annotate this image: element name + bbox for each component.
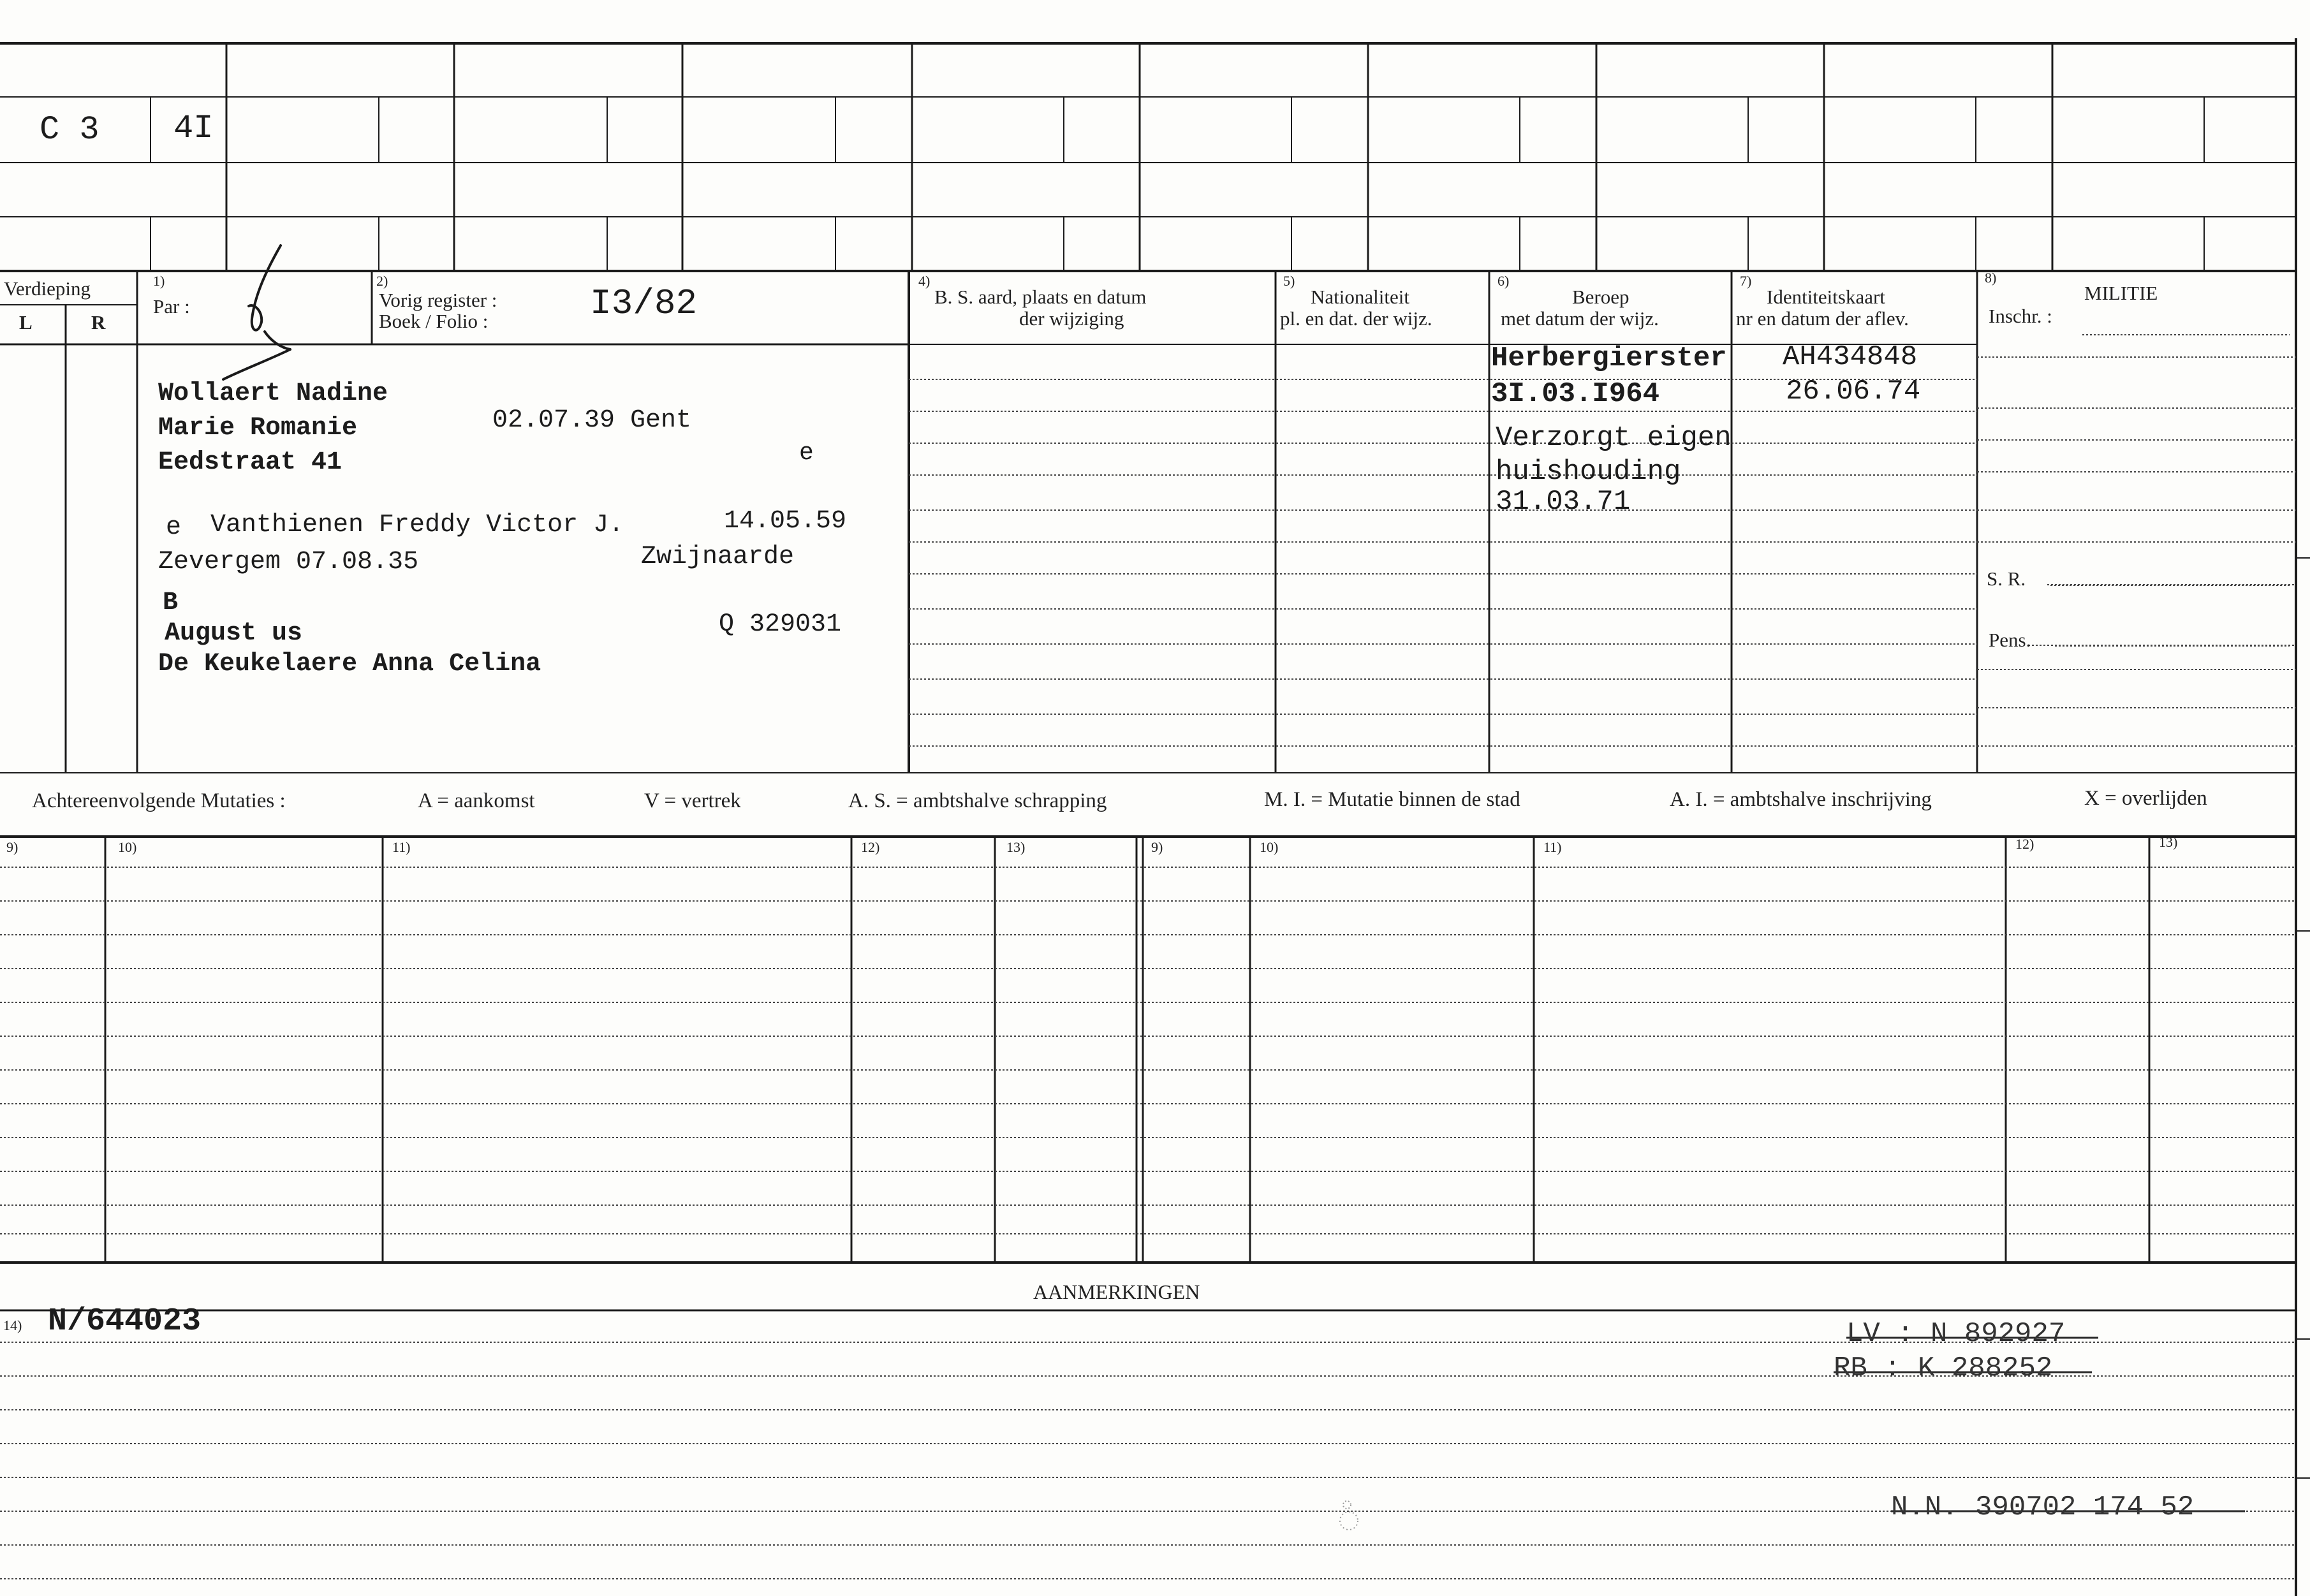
col7-header-line1: Identiteitskaart bbox=[1767, 286, 1885, 308]
aanmerkingen-rb: RB : K 288252 bbox=[1834, 1352, 2053, 1384]
mut-col11-right: 11) bbox=[1543, 839, 1562, 855]
col8-number: 8) bbox=[1985, 270, 1997, 286]
reference-number: Q 329031 bbox=[719, 610, 842, 639]
person-name-line1: Wollaert Nadine bbox=[158, 379, 388, 408]
floor-label: Verdieping bbox=[4, 277, 91, 300]
col4-number: 4) bbox=[918, 273, 931, 289]
top-grid-code-c3: C 3 bbox=[40, 111, 99, 149]
idcard-number: AH434848 bbox=[1783, 341, 1918, 373]
beroep-line2: 3I.03.I964 bbox=[1491, 378, 1660, 410]
mut-col13-right: 13) bbox=[2159, 834, 2178, 850]
col4-header-line2: der wijziging bbox=[1019, 307, 1124, 330]
mutatie-legend-binnen-stad: M. I. = Mutatie binnen de stad bbox=[1264, 788, 1520, 811]
idcard-date: 26.06.74 bbox=[1786, 376, 1921, 407]
col7-number: 7) bbox=[1740, 273, 1752, 289]
col4-header-line1: B. S. aard, plaats en datum bbox=[934, 286, 1147, 308]
col5-number: 5) bbox=[1283, 273, 1295, 289]
beroep-line1: Herbergierster bbox=[1491, 342, 1727, 374]
spouse-date: 14.05.59 bbox=[724, 507, 847, 536]
mut-col9-left: 9) bbox=[6, 839, 18, 855]
col2-previous-register-value: I3/82 bbox=[590, 283, 698, 324]
mut-col11-left: 11) bbox=[392, 839, 411, 855]
mutatie-legend-overlijden: X = overlijden bbox=[2084, 787, 2207, 810]
col7-header-line2: nr en datum der aflev. bbox=[1736, 307, 1909, 330]
person-b-mark: B bbox=[163, 589, 179, 617]
militie-pens-label: Pens. bbox=[1989, 629, 2031, 651]
col6-number: 6) bbox=[1497, 273, 1510, 289]
handwritten-par-mark bbox=[223, 245, 290, 379]
mutatie-legend-inschrijving: A. I. = ambtshalve inschrijving bbox=[1670, 788, 1932, 811]
col2-number: 2) bbox=[376, 273, 388, 289]
father-name: August us bbox=[165, 619, 303, 648]
mutatie-legend-vertrek: V = vertrek bbox=[644, 789, 741, 812]
mut-col9-right: 9) bbox=[1151, 839, 1163, 855]
militie-title: MILITIE bbox=[2084, 282, 2158, 304]
aanmerkingen-value: N/644023 bbox=[48, 1303, 202, 1340]
militie-inschr-label: Inschr. : bbox=[1989, 305, 2052, 327]
beroep-line4: huishouding bbox=[1496, 456, 1681, 488]
aanmerkingen-title: AANMERKINGEN bbox=[1033, 1280, 1200, 1303]
col2-boek-folio-label: Boek / Folio : bbox=[379, 310, 489, 332]
mut-col10-right: 10) bbox=[1260, 839, 1279, 855]
person-birth: 02.07.39 Gent bbox=[492, 406, 692, 435]
person-name-line2: Marie Romanie bbox=[158, 414, 358, 443]
floor-right-label: R bbox=[91, 311, 106, 333]
person-e-mark: e bbox=[799, 439, 814, 467]
col1-number: 1) bbox=[153, 273, 165, 289]
mutatie-legend-aankomst: A = aankomst bbox=[418, 789, 535, 812]
col1-par-label: Par : bbox=[153, 295, 190, 318]
col5-header-line2: pl. en dat. der wijz. bbox=[1280, 307, 1432, 330]
militie-sr-label: S. R. bbox=[1987, 567, 2026, 590]
col2-previous-register-label: Vorig register : bbox=[379, 289, 497, 311]
stamp-smudge bbox=[1340, 1501, 1358, 1530]
beroep-line5: 31.03.71 bbox=[1496, 486, 1631, 518]
col5-header-line1: Nationaliteit bbox=[1311, 286, 1409, 308]
aanmerkingen-nn: N.N. 390702 174 52 bbox=[1891, 1491, 2195, 1523]
spouse-prefix: e bbox=[166, 513, 182, 542]
aanmerkingen-lv: LV : N 892927 bbox=[1846, 1318, 2066, 1350]
top-grid-code-41: 4I bbox=[173, 110, 214, 147]
floor-left-label: L bbox=[19, 311, 33, 333]
mutaties-title: Achtereenvolgende Mutaties : bbox=[32, 789, 286, 812]
spouse-birth: Zevergem 07.08.35 bbox=[158, 548, 419, 576]
mutatie-legend-schrapping: A. S. = ambtshalve schrapping bbox=[848, 789, 1107, 812]
mut-col13-left: 13) bbox=[1006, 839, 1026, 855]
mut-col12-left: 12) bbox=[861, 839, 880, 855]
spouse-name: Vanthienen Freddy Victor J. bbox=[210, 511, 624, 539]
col6-header-line2: met datum der wijz. bbox=[1501, 307, 1659, 330]
person-address: Eedstraat 41 bbox=[158, 448, 342, 477]
mother-name: De Keukelaere Anna Celina bbox=[158, 650, 541, 678]
beroep-line3: Verzorgt eigen bbox=[1496, 422, 1732, 454]
place-zwijnaarde: Zwijnaarde bbox=[641, 543, 795, 571]
col6-header-line1: Beroep bbox=[1572, 286, 1630, 308]
aanmerkingen-number: 14) bbox=[3, 1317, 22, 1333]
mut-col10-left: 10) bbox=[118, 839, 137, 855]
mut-col12-right: 12) bbox=[2015, 836, 2034, 852]
